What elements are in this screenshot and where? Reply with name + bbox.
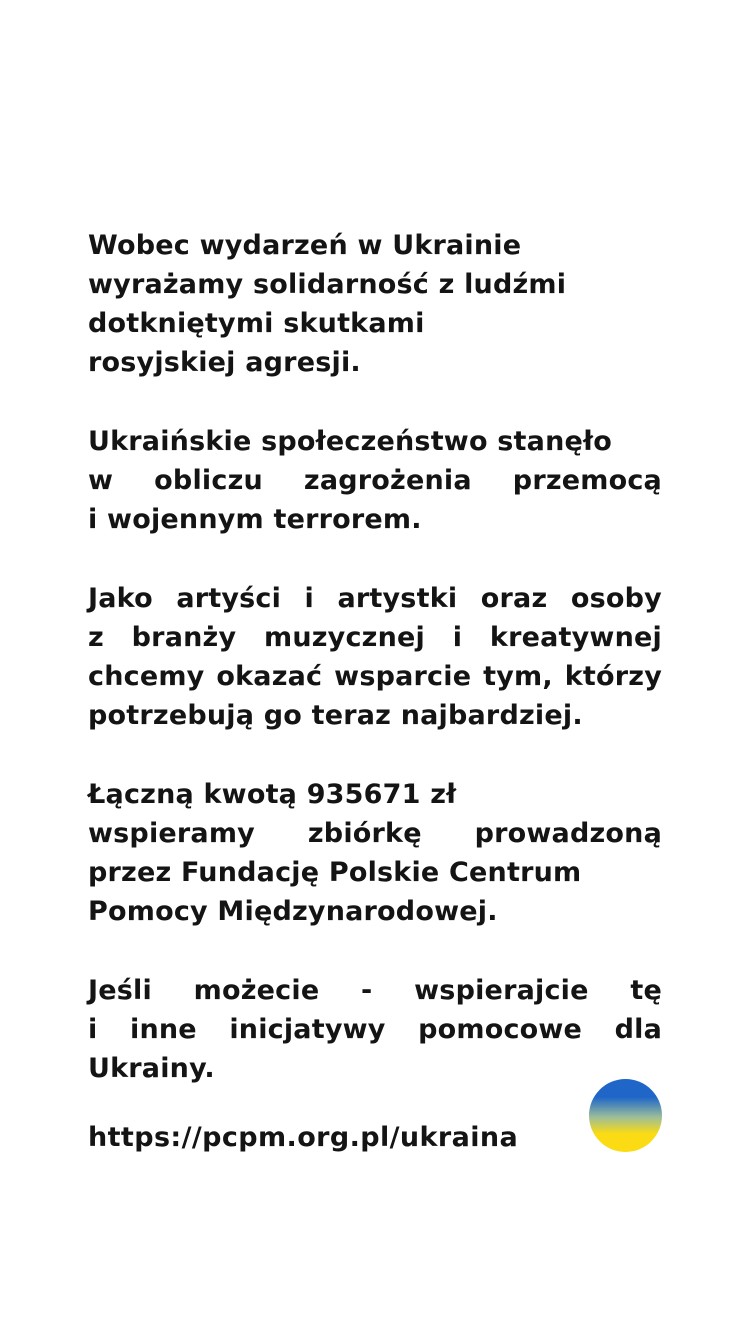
solidarity-statement [88, 226, 668, 1128]
donation-link[interactable]: https://pcpm.org.pl/ukraina [88, 1122, 519, 1153]
text-line: z branży muzycznej i kreatywnej [88, 622, 662, 653]
text-line: Ukraińskie społeczeństwo stanęło [88, 426, 612, 457]
text-line: Jako artyści i artystki oraz osoby [88, 583, 662, 614]
text-line: rosyjskiej agresji. [88, 347, 361, 378]
text-line: potrzebują go teraz najbardziej. [88, 700, 583, 731]
ukraine-flag-circle-icon [589, 1079, 662, 1152]
text-line: dotkniętymi skutkami [88, 308, 425, 339]
paragraph-artists [88, 579, 668, 735]
text-line: Wobec wydarzeń w Ukrainie [88, 230, 522, 261]
text-line: wyrażamy solidarność z ludźmi [88, 269, 567, 300]
text-line: i wojennym terrorem. [88, 504, 422, 535]
text-line: i inne inicjatywy pomocowe dla [88, 1014, 662, 1045]
text-line: Pomocy Międzynarodowej. [88, 896, 498, 927]
text-line: wspieramy zbiórkę prowadzoną [88, 818, 662, 849]
text-line: Ukrainy. [88, 1053, 215, 1084]
paragraph-call-to-action [88, 971, 668, 1088]
paragraph-society [88, 422, 668, 539]
text-line: przez Fundację Polskie Centrum [88, 857, 582, 888]
text-line: w obliczu zagrożenia przemocą [88, 465, 662, 496]
text-line: chcemy okazać wsparcie tym, którzy [88, 661, 662, 692]
paragraph-solidarity [88, 226, 668, 382]
text-line: Jeśli możecie - wspierajcie tę [88, 975, 662, 1006]
paragraph-donation [88, 775, 668, 931]
text-line: Łączną kwotą 935671 zł [88, 779, 457, 810]
